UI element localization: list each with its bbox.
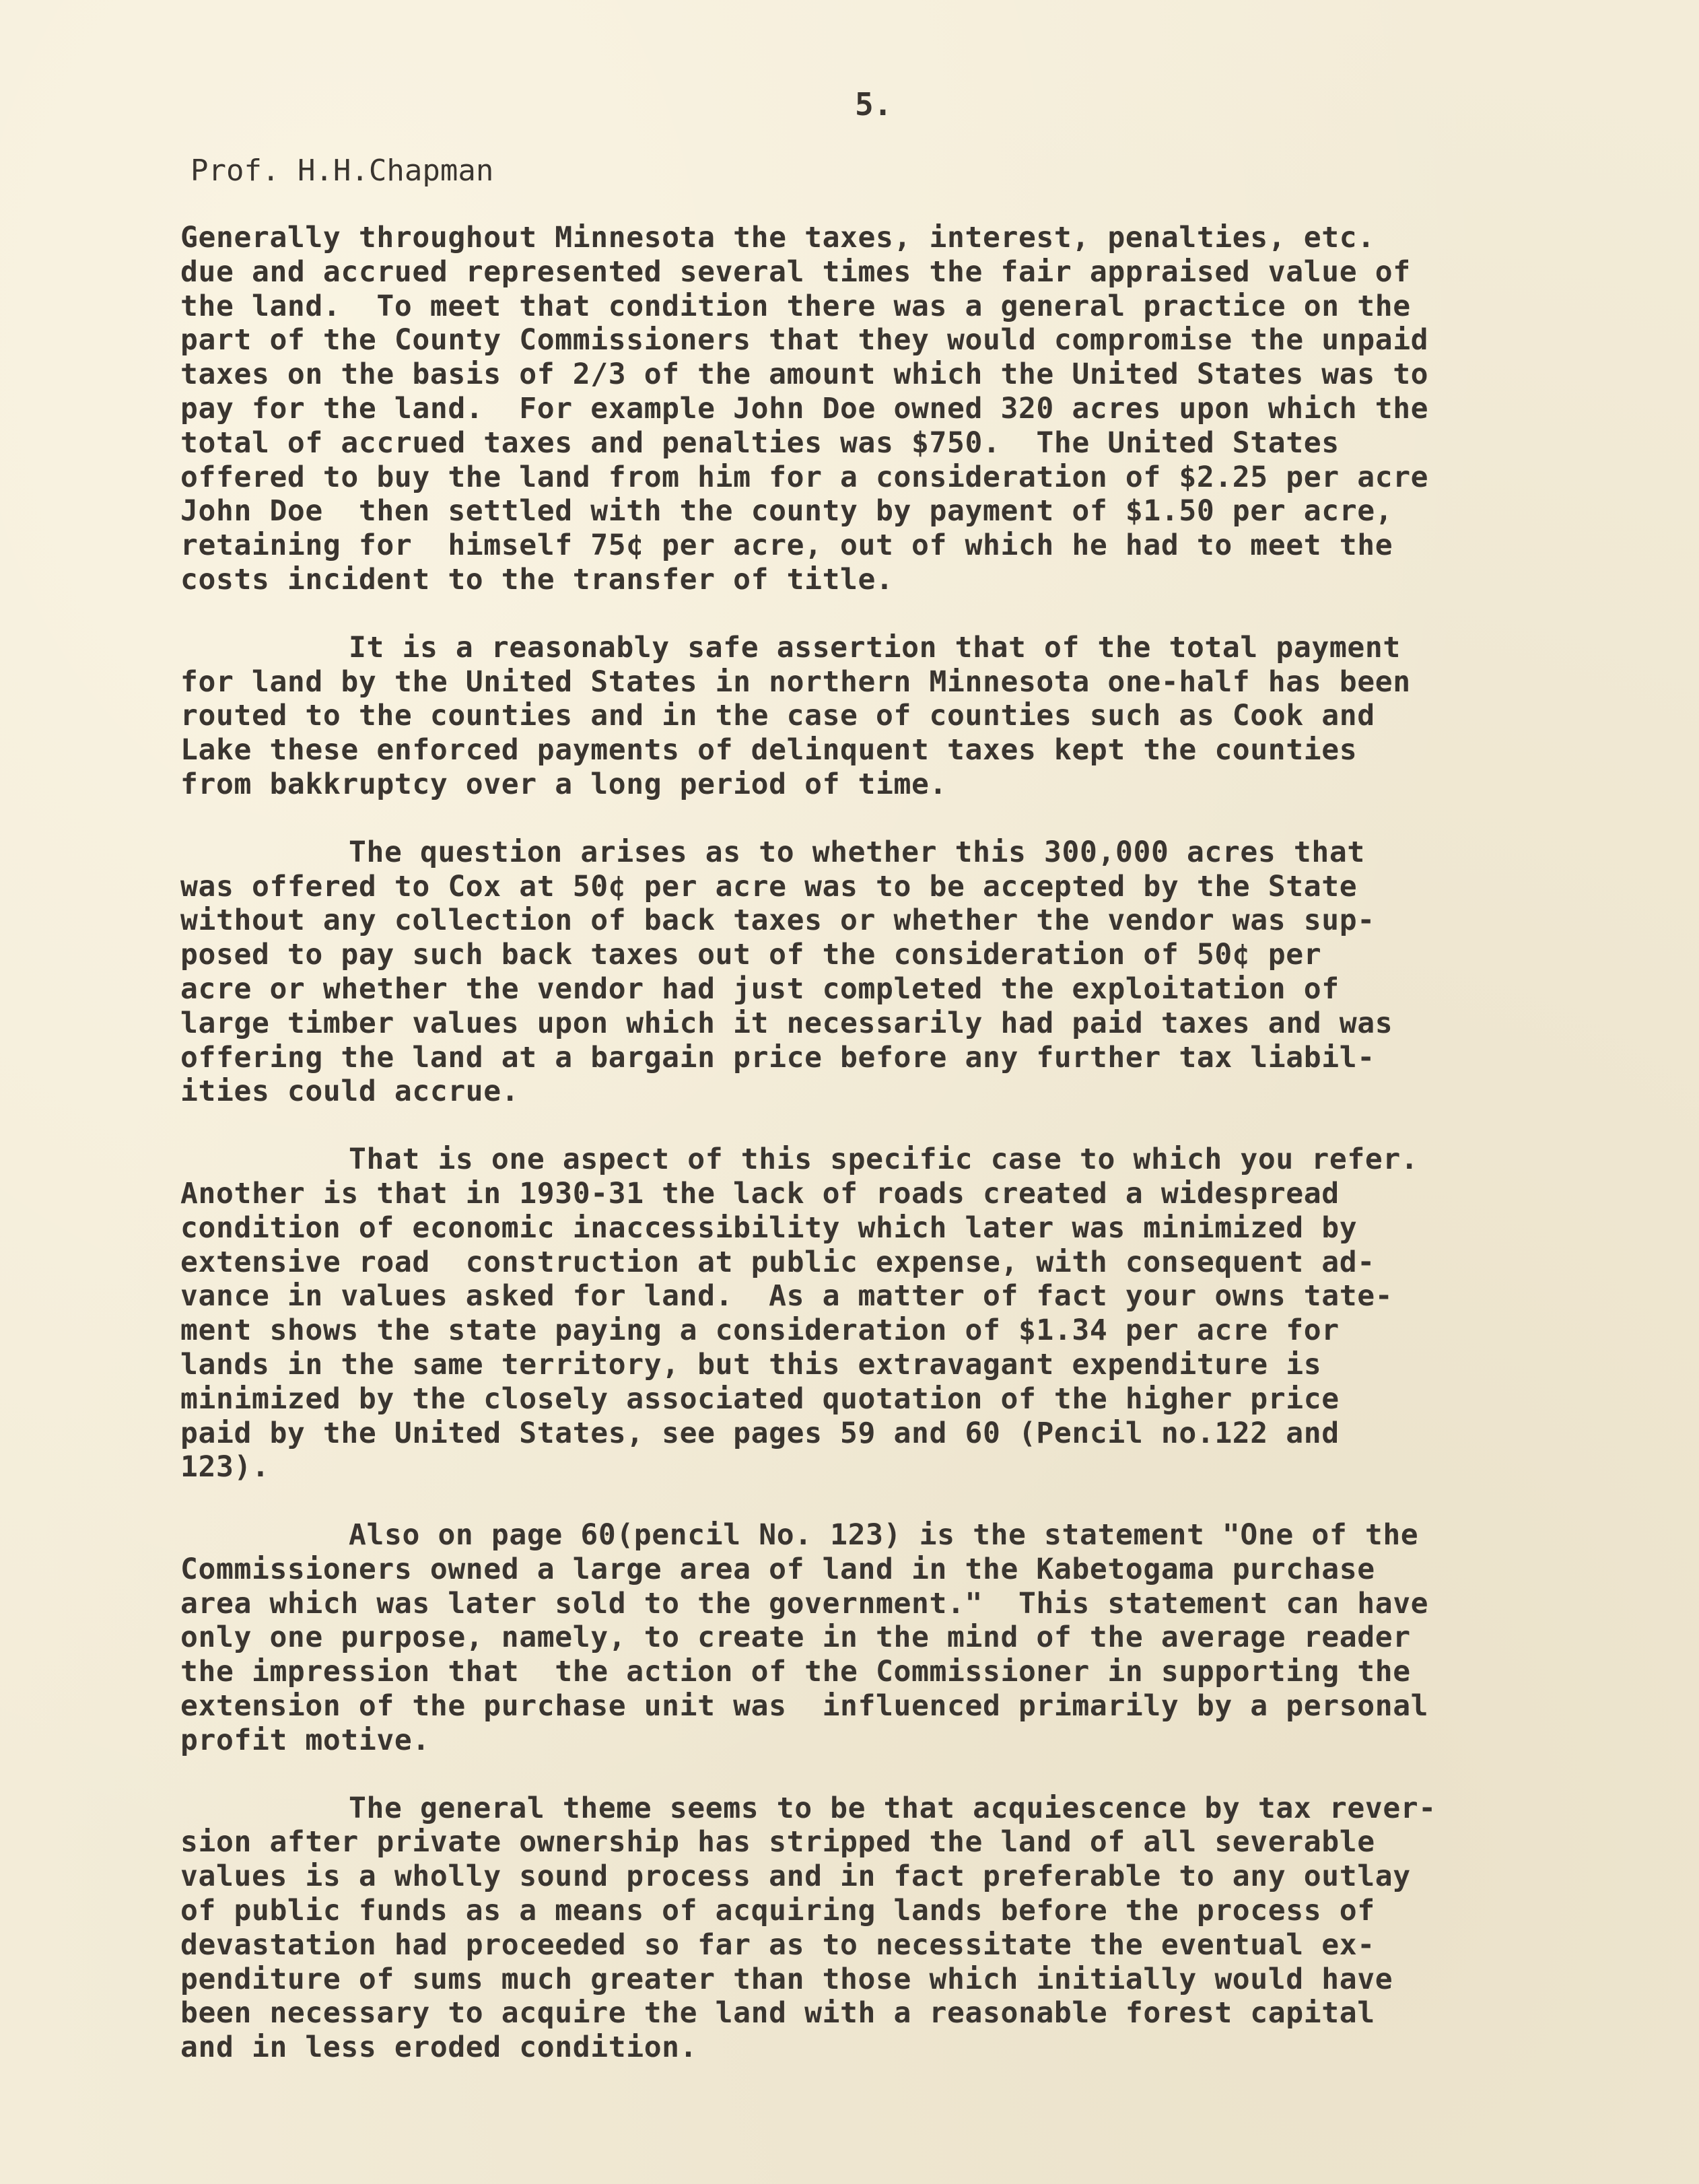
text-line: offered to buy the land from him for a consideration of $2.25 per acre [180,460,1429,494]
text-line: posed to pay such back taxes out of the consideration of 50¢ per [180,938,1322,972]
text-line: acre or whether the vendor had just completed the exploitation of [180,971,1340,1006]
paragraph [180,1791,1628,2065]
text-line: from bakkruptcy over a long period of time. [180,767,947,801]
text-line: Lake these enforced payments of delinquent taxes kept the counties [180,733,1358,767]
text-line: profit motive. [180,1723,430,1757]
text-line: for land by the United States in northern Minnesota one-half has been [180,664,1411,699]
text-line: Another is that in 1930-31 the lack of roads created a widespread [180,1176,1340,1210]
text-line: retaining for himself 75¢ per acre, out of which he had to meet the [180,528,1393,563]
text-line: part of the County Commissioners that they would compromise the unpaid [180,323,1429,357]
text-line: extensive road construction at public expense, with consequent ad- [180,1245,1375,1279]
text-line: vance in values asked for land. As a matter of fact your owns tate- [180,1279,1393,1313]
text-line: Also on page 60(pencil No. 123) is the statement "One of the [349,1518,1419,1552]
text-line: penditure of sums much greater than those which initially would have [180,1962,1393,1996]
text-line: without any collection of back taxes or whether the vendor was sup- [180,903,1375,938]
text-line: ities could accrue. [180,1074,520,1109]
text-line: of public funds as a means of acquiring lands before the process of [180,1894,1375,1928]
text-line: routed to the counties and in the case of counties such as Cook and [180,699,1375,733]
text-line: The general theme seems to be that acquiescence by tax rever- [349,1791,1436,1825]
text-line: offering the land at a bargain price before any further tax liabil- [180,1040,1375,1074]
text-line: values is a wholly sound process and in fact preferable to any outlay [180,1859,1411,1894]
text-line: large timber values upon which it necessarily had paid taxes and was [180,1006,1393,1040]
text-line: due and accrued represented several times the fair appraised value of [180,254,1411,289]
text-line: area which was later sold to the government." This statement can have [180,1586,1429,1620]
text-line: The question arises as to whether this 300,000 acres that [349,835,1365,869]
paragraph [180,835,1628,1109]
paragraph [180,221,1628,597]
text-line: total of accrued taxes and penalties was $750. The United States [180,425,1340,460]
text-line: lands in the same territory, but this extravagant expenditure is [180,1347,1322,1381]
text-line: was offered to Cox at 50¢ per acre was to be accepted by the State [180,869,1358,903]
paragraph [180,1518,1628,1758]
page-number: 5. [855,86,893,123]
text-line: condition of economic inaccessibility which later was minimized by [180,1210,1358,1245]
text-line: the land. To meet that condition there was a general practice on the [180,289,1411,323]
text-line: That is one aspect of this specific case to which you refer. [349,1142,1419,1177]
text-line: 123). [180,1450,270,1485]
salutation: Prof. H.H.Chapman [190,153,494,188]
text-line: pay for the land. For example John Doe owned 320 acres upon which the [180,391,1429,425]
text-line: It is a reasonably safe assertion that of the total payment [349,630,1401,664]
paragraph [180,631,1628,802]
text-line: been necessary to acquire the land with a reasonable forest capital [180,1996,1375,2031]
text-line: the impression that the action of the Commissioner in supporting the [180,1655,1411,1689]
text-line: John Doe then settled with the county by payment of $1.50 per acre, [180,494,1393,528]
text-line: paid by the United States, see pages 59 and 60 (Pencil no.122 and [180,1416,1340,1450]
paragraph [180,1142,1628,1485]
text-line: minimized by the closely associated quotation of the higher price [180,1381,1340,1416]
text-line: extension of the purchase unit was influenced primarily by a personal [180,1689,1429,1724]
text-line: ment shows the state paying a consideration of $1.34 per acre for [180,1313,1340,1348]
text-line: devastation had proceeded so far as to necessitate the eventual ex- [180,1927,1375,1962]
text-line: sion after private ownership has stripped the land of all severable [180,1825,1375,1859]
text-line: costs incident to the transfer of title. [180,562,894,596]
text-line: and in less eroded condition. [180,2031,698,2065]
text-line: Generally throughout Minnesota the taxes, interest, penalties, etc. [180,221,1375,254]
letter-body [180,221,1628,2098]
text-line: only one purpose, namely, to create in the mind of the average reader [180,1620,1411,1655]
text-line: Commissioners owned a large area of land in the Kabetogama purchase [180,1552,1375,1586]
text-line: taxes on the basis of 2/3 of the amount which the United States was to [180,357,1429,392]
